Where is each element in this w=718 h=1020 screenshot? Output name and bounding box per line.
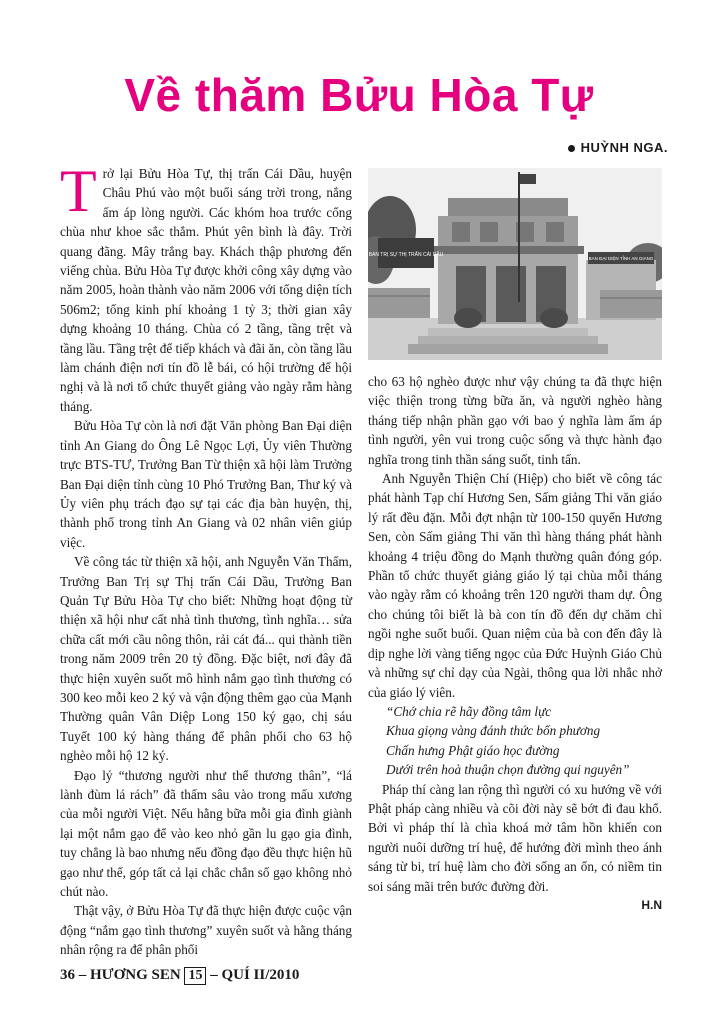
- poem-line: “Chớ chia rẽ hãy đồng tâm lực: [386, 703, 552, 719]
- page-footer: [60, 967, 299, 985]
- paragraph: Anh Nguyễn Thiện Chí (Hiệp) cho biết về công tác phát hành Tạp chí Hương Sen, Sấm giảng Thi văn giáo lý rất đều đặn. Mỗi đợt nhận từ 100-150 quyển Hương Sen, còn Sấm giảng Thi văn thì hàng tháng phát hành khoảng 4 triệu đồng do Mạnh thường quân đóng góp. Phần tổ chức thuyết giảng giáo lý tại chùa mỗi tháng vào ngày rằm có khoảng trên 120 người tham dự. Ông cho chúng tôi biết là bà con tín đồ đến dự chăm chỉ ngồi nghe suốt buổi. Quan niệm của bà con đến đây là dịp nghe lời vàng tiếng ngọc của Đức Huỳnh Giáo Chủ và những sự chỉ dạy của Ngài, thông qua lời nhắc nhở của giáo lý viên.: [368, 471, 662, 700]
- author-byline: [568, 140, 668, 155]
- temple-photo: [368, 168, 662, 360]
- paragraph: cho 63 hộ nghèo được như vậy chúng ta đã thực hiện việc thiện trong từng bữa ăn, và người nghèo hàng tháng tiếp nhận phần gạo với bao ý nghĩa làm ấm áp tình người, yên vui trong cuộc sống và thực hành đạo nghĩa trong tinh thần sáng suốt, tinh tấn.: [368, 374, 662, 467]
- paragraph: Thật vậy, ở Bửu Hòa Tự đã thực hiện được cuộc vận động “nắm gạo tình thương” xuyên suốt và hằng tháng nhân rộng ra để phân phối: [60, 903, 352, 958]
- footer-quarter: – QUÍ II/2010: [210, 967, 300, 983]
- bullet-icon: [568, 145, 575, 152]
- left-column: [60, 158, 352, 960]
- paragraph: Pháp thí càng lan rộng thì người có xu hướng về với Phật pháp càng nhiều và cõi đời này sẽ bớt đi đau khổ. Bởi vì pháp thí là chìa khoá mở tâm hồn khiến con người nuôi dưỡng trí huệ, để hướng đời mình theo ánh sáng từ bi, trí huệ làm cho đời sống an ổn, có niềm tin soi sáng mãi trên bước đường đời.: [368, 781, 662, 894]
- poem-line: Dưới trên hoà thuận chọn đường qui nguyên”: [386, 762, 630, 778]
- paragraph: Đạo lý “thương người như thể thương thân”, “lá lành đùm lá rách” đã thấm sâu vào trong mấu xương của mỗi người Việt. Nếu hằng bữa mỗi gia đình giành lại một nắm gạo để vào keo nhỏ gần lu gạo gia đình, tuy chẳng là bao nhưng nếu đồng đạo đều thực hiện hũ gạo như thế, góp tất cả lại chắc chắn số gạo không nhỏ chút nào.: [60, 767, 352, 900]
- poem-quote: [368, 702, 662, 780]
- issue-number: 15: [184, 967, 206, 985]
- paragraph: Về công tác từ thiện xã hội, anh Nguyễn Văn Thẩm, Trưởng Ban Trị sự Thị trấn Cái Dầu, Trưởng Ban Quản Tự Bửu Hòa Tự cho biết: Những hoạt động từ thiện xã hội như cất nhà tình thương, tình nghĩa… sửa chữa cất mới cầu nông thôn, rải cát đá... qui thành tiền trong năm 2009 trên 20 tỷ đồng. Đặc biệt, nơi đây đã thực hiện xuyên suốt mô hình nắm gạo tình thương có 300 keo mỗi keo 2 ký và vận động thêm gạo của Mạnh Thường quân Vân Diệp Long 150 ký gạo, chị sáu Tuyết 100 ký hàng tháng để phân phối cho 63 hộ nghèo mỗi hộ 12 ký.: [60, 554, 352, 764]
- drop-cap: T: [60, 158, 97, 224]
- paragraph: Trở lại Bửu Hòa Tự, thị trấn Cái Dầu, huyện Châu Phú vào một buổi sáng trời trong, nắng ấm áp lòng người. Các khóm hoa trước cổng chùa như khoe sắc thắm. Phút yên bình là đây. Trời quang đãng. Mây trắng bay. Khách thập phương đến viếng chùa. Bửu Hòa Tự được khởi công xây dựng vào năm 2005, hoàn thành vào năm 2006 với tổng diện tích 506m2; tổng kinh phí khoảng 1 tỷ 3; thời gian xây dựng khoảng 10 tháng. Chùa có 2 tầng, tầng trệt và tầng lầu. Tầng trệt để tiếp khách và đãi ăn, còn tầng lầu làm chánh điện nơi tín đồ lễ bái, có hội trường để hội nghị và là nơi tổ chức thuyết giảng vào ngày rằm hàng tháng.: [60, 158, 352, 414]
- poem-line: Chấn hưng Phật giáo học đường: [386, 742, 560, 758]
- photo-sign-left: BAN TRỊ SỰ THỊ TRẤN CÁI DẦU: [368, 252, 444, 258]
- signature: H.N: [641, 897, 662, 912]
- poem-line: Khua giọng vàng đánh thức bốn phương: [386, 723, 601, 739]
- article-title: Về thăm Bửu Hòa Tự: [124, 69, 594, 121]
- paragraph: Bửu Hòa Tự còn là nơi đặt Văn phòng Ban Đại diện tỉnh An Giang do Ông Lê Ngọc Lợi, Ủy viên Thường trực BTS-TƯ, Trưởng Ban Từ thiện xã hội làm Trưởng Ban Đại diện tỉnh cùng 10 Phó Trưởng Ban, Thư ký và Ủy viên phụ trách đạo sự tại các địa bàn huyện, thị, thành phố trong tỉnh An Giang và 02 nhân viên giúp việc.: [60, 418, 352, 550]
- right-column: [368, 372, 662, 915]
- author-name: HUỲNH NGA.: [580, 140, 668, 155]
- photo-sign-right: BAN ĐẠI DIỆN TỈNH AN GIANG: [588, 256, 654, 261]
- footer-page-label: 36 – HƯƠNG SEN: [60, 967, 181, 983]
